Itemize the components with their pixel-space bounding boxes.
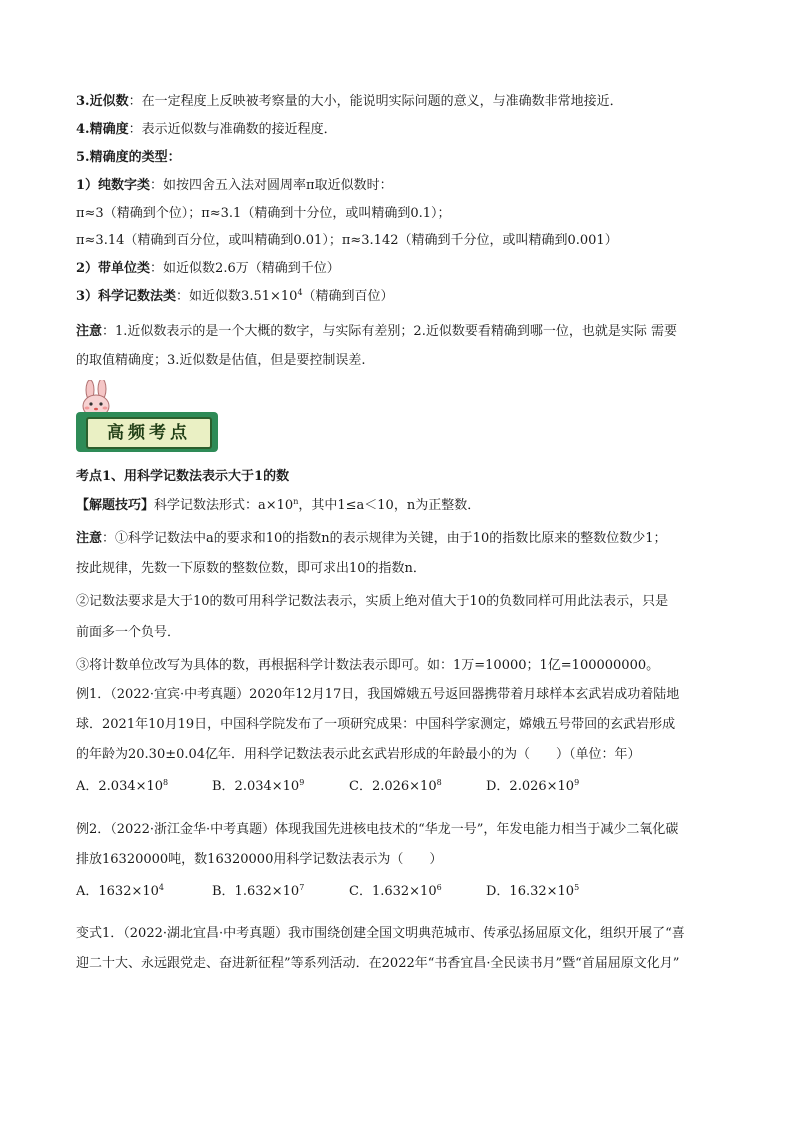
variant-1-line-1: 变式1．（2022·湖北宜昌·中考真题）我市围绕创建全国文明典范城市、传承弘扬屈原文化，组织开展了“喜 (76, 926, 685, 941)
note-2-line-2: 前面多一个负号． (76, 625, 181, 640)
example-1-option-a (76, 778, 168, 796)
term-text: ：如近似数3.51×10 (176, 289, 298, 304)
precision-definition (76, 121, 337, 139)
note-text: ：①科学记数法中a的要求和10的指数n的表示规律为关键，由于10的指数比原来的整数位数少1； (102, 531, 667, 546)
tip-text: ，其中1≤a＜10，n为正整数． (298, 498, 481, 513)
example-2-line-1: 例2．（2022·浙江金华·中考真题）体现我国先进核电技术的“华龙一号”，年发电能力相当于减少二氧化碳 (76, 822, 679, 837)
term-heading: 3）科学记数法类 (76, 289, 177, 304)
example-1-option-c (349, 778, 442, 796)
exponent: 5 (574, 883, 580, 892)
term-text: （精确到百位） (302, 289, 394, 304)
tip-text: 科学记数法形式：a×10 (154, 498, 294, 513)
precision-types-heading: 5.精确度的类型： (76, 150, 181, 165)
term-text: ：如近似数2.6万（精确到千位） (150, 261, 340, 276)
example-1-option-d (486, 778, 579, 796)
note-text: ：1.近似数表示的是一个大概的数字，与实际有差别；2.近似数要看精确到哪一位，也就是实际 需要 (102, 324, 677, 339)
exponent: 8 (436, 778, 442, 787)
exponent: 9 (299, 778, 305, 787)
badge-frame (76, 412, 218, 452)
option-text: D．16.32×10 (486, 884, 575, 899)
note-2-line-1: ②记数法要求是大于10的数可用科学记数法表示，实质上绝对值大于10的负数同样可用此法表示，只是 (76, 594, 669, 609)
note-heading: 注意 (76, 531, 103, 546)
key-point-title: 考点1、用科学记数法表示大于1的数 (76, 469, 290, 484)
example-2-line-2: 排放16320000吨，数16320000用科学记数法表示为（ ） (76, 852, 443, 867)
option-text: C．2.026×10 (349, 779, 437, 794)
example-1-option-b (212, 778, 304, 796)
term-heading: 3.近似数 (76, 94, 129, 109)
exponent: 8 (163, 778, 169, 787)
example-2-option-a (76, 883, 164, 901)
example-1-line-3: 的年龄为20.30±0.04亿年．用科学记数法表示此玄武岩形成的年龄最小的为（ ）（单位：年） (76, 747, 641, 762)
option-text: B．2.034×10 (212, 779, 300, 794)
exponent: 9 (574, 778, 580, 787)
example-1-line-2: 球．2021年10月19日，中国科学院发布了一项研究成果：中国科学家测定，嫦娥五号带回的玄武岩形成 (76, 717, 676, 732)
example-2-option-d (486, 883, 579, 901)
option-text: C．1.632×10 (349, 884, 437, 899)
example-2-option-b (212, 883, 304, 901)
exponent: 4 (297, 288, 303, 297)
approx-number-definition (76, 93, 623, 111)
tip-heading: 【解题技巧】 (76, 498, 155, 513)
pi-example-line-1: π≈3（精确到个位）；π≈3.1（精确到十分位，或叫精确到0.1）； (76, 206, 451, 221)
term-text: ：如按四舍五入法对圆周率π取近似数时： (150, 178, 393, 193)
note-1-line-2: 按此规律，先数一下原数的整数位数，即可求出10的指数n． (76, 561, 426, 576)
unit-type (76, 260, 340, 278)
option-text: D．2.026×10 (486, 779, 575, 794)
note-1-line-1 (76, 530, 667, 548)
term-heading: 4.精确度 (76, 122, 129, 137)
exponent: 6 (436, 883, 442, 892)
exponent: 4 (158, 883, 165, 892)
term-text: ：在一定程度上反映被考察量的大小，能说明实际问题的意义，与准确数非常地接近． (128, 94, 623, 109)
example-1-line-1: 例1．（2022·宜宾·中考真题）2020年12月17日，我国嫦娥五号返回器携带着月球样本玄武岩成功着陆地 (76, 687, 680, 702)
badge-label: 高频考点 (86, 417, 212, 449)
pi-example-line-2: π≈3.14（精确到百分位，或叫精确到0.01）；π≈3.142（精确到千分位，或叫精确到0.001） (76, 233, 618, 248)
section-badge (74, 380, 224, 456)
note-line-2: 的取值精确度；3.近似数是估值，但是要控制误差. (76, 353, 366, 368)
example-2-option-c (349, 883, 442, 901)
option-text: A．2.034×10 (76, 779, 164, 794)
pure-number-type (76, 177, 393, 195)
option-text: B．1.632×10 (212, 884, 300, 899)
note-3-line-1: ③将计数单位改写为具体的数，再根据科学计数法表示即可。如：1万=10000；1亿=100000000。 (76, 658, 660, 673)
exponent: n (293, 497, 299, 506)
note-heading: 注意 (76, 324, 103, 339)
variant-1-line-2: 迎二十大、永远跟党走、奋进新征程”等系列活动．在2022年“书香宜昌·全民读书月”暨“首届屈原文化月” (76, 956, 680, 971)
note-line-1 (76, 323, 677, 341)
term-heading: 2）带单位类 (76, 261, 151, 276)
option-text: A．1632×10 (76, 884, 159, 899)
scientific-type (76, 288, 394, 306)
exponent: 7 (299, 883, 305, 892)
solving-tip (76, 497, 480, 515)
term-heading: 1）纯数字类 (76, 178, 151, 193)
term-text: ：表示近似数与准确数的接近程度． (128, 122, 337, 137)
